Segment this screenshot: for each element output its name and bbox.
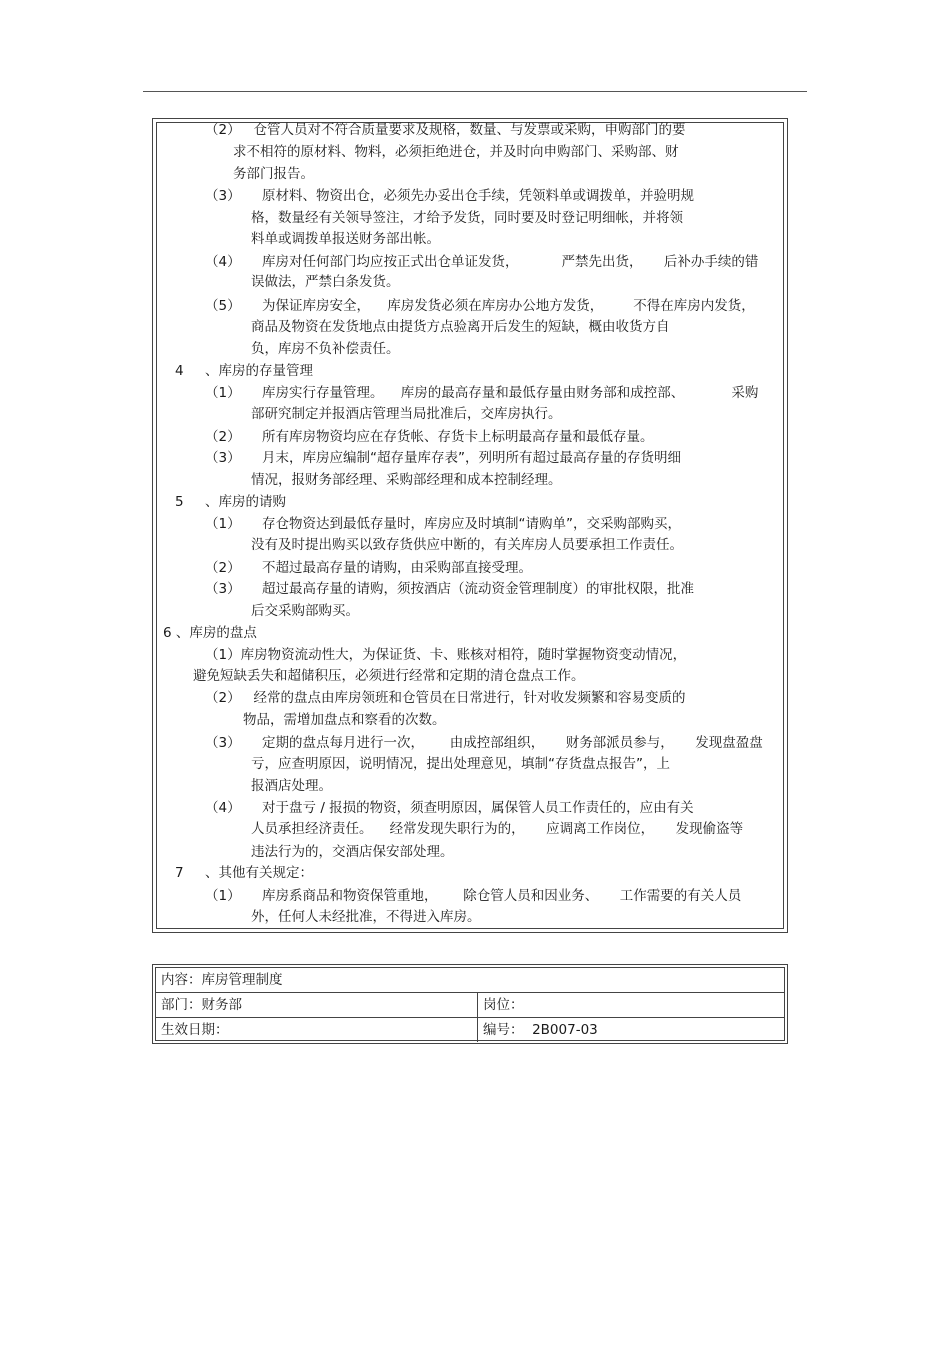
body-line: 情况，报财务部经理、采购部经理和成本控制经理。 (251, 472, 562, 488)
document-number-cell: 编号： 2B007-03 (483, 1022, 598, 1038)
body-line: 后交采购部购买。 (251, 603, 359, 619)
body-line: 料单或调拨单报送财务部出帐。 (251, 231, 440, 247)
body-line: （3） 月末，库房应编制“超存量库存表”，列明所有超过最高存量的存货明细 (205, 450, 682, 466)
effective-date-cell: 生效日期： (161, 1022, 229, 1038)
body-line: （3） 超过最高存量的请购，须按酒店（流动资金管理制度）的审批权限，批准 (205, 581, 695, 597)
body-line: 负，库房不负补偿责任。 (251, 341, 400, 357)
body-line: 商品及物资在发货地点由提货方点验离开后发生的短缺，概由收货方自 (251, 319, 670, 335)
body-line: （1） 库房系商品和物资保管重地， 除仓管人员和因业务、 工作需要的有关人员 (205, 888, 742, 904)
section-heading: 6 、库房的盘点 (163, 625, 257, 641)
position-cell: 岗位： (483, 997, 524, 1013)
body-line: 求不相符的原材料、物料，必须拒绝进仓，并及时向申购部门、采购部、财 (233, 144, 679, 160)
body-line: 报酒店处理。 (251, 778, 332, 794)
body-line: 外，任何人未经批准，不得进入库房。 (251, 909, 481, 925)
body-line: 亏，应查明原因，说明情况，提出处理意见，填制“存货盘点报告”，上 (251, 756, 670, 772)
section-heading: 7 、其他有关规定： (175, 865, 314, 881)
body-line: 误做法，严禁白条发货。 (251, 274, 400, 290)
info-row-date (156, 1018, 784, 1042)
body-line: （4） 对于盘亏 / 报损的物资，须查明原因，属保管人员工作责任的，应由有关 (205, 800, 694, 816)
body-line: （2） 仓管人员对不符合质量要求及规格，数量、与发票或采购，申购部门的要 (205, 122, 686, 138)
section-heading: 4 、库房的存量管理 (175, 363, 314, 379)
document-info-table (152, 964, 788, 1044)
body-line: 避免短缺丢失和超储积压，必须进行经常和定期的清仓盘点工作。 (193, 668, 585, 684)
body-line: （3） 原材料、物资出仓，必须先办妥出仓手续，凭领料单或调拨单，并验明规 (205, 188, 695, 204)
body-line: 务部门报告。 (233, 166, 314, 182)
body-line: （1） 存仓物资达到最低存量时，库房应及时填制“请购单”，交采购部购买， (205, 516, 682, 532)
body-line: （2） 不超过最高存量的请购，由采购部直接受理。 (205, 560, 533, 576)
body-line: （4） 库房对任何部门均应按正式出仓单证发货， 严禁先出货， 后补办手续的错 (205, 254, 759, 270)
body-line: （1） 库房实行存量管理。 库房的最高存量和最低存量由财务部和成控部、 采购 (205, 385, 759, 401)
department-cell: 部门：财务部 (161, 997, 242, 1013)
body-line: （5） 为保证库房安全， 库房发货必须在库房办公地方发货， 不得在库房内发货， (205, 298, 755, 314)
document-info-table-inner (155, 967, 785, 1041)
content-cell: 内容：库房管理制度 (161, 972, 283, 988)
body-line: （2） 经常的盘点由库房领班和仓管员在日常进行，针对收发频繁和容易变质的 (205, 690, 686, 706)
body-line: 没有及时提出购买以致存货供应中断的，有关库房人员要承担工作责任。 (251, 537, 683, 553)
body-line: 人员承担经济责任。 经常发现失职行为的， 应调离工作岗位， 发现偷盗等 (251, 821, 744, 837)
body-line: 格，数量经有关领导签注，才给予发货，同时要及时登记明细帐，并将领 (251, 210, 683, 226)
info-row-department (156, 993, 784, 1018)
body-line: （1）库房物资流动性大，为保证货、卡、账核对相符，随时掌握物资变动情况， (205, 647, 687, 663)
body-line: （2） 所有库房物资均应在存货帐、存货卡上标明最高存量和最低存量。 (205, 429, 654, 445)
body-line: 违法行为的，交酒店保安部处理。 (251, 844, 454, 860)
body-line: （3） 定期的盘点每月进行一次， 由成控部组织， 财务部派员参与， 发现盘盈盘 (205, 735, 763, 751)
body-line: 部研究制定并报酒店管理当局批准后，交库房执行。 (251, 406, 562, 422)
section-heading: 5 、库房的请购 (175, 494, 287, 510)
header-rule (143, 91, 807, 92)
info-row-content (156, 968, 784, 993)
body-line: 物品，需增加盘点和察看的次数。 (243, 712, 446, 728)
